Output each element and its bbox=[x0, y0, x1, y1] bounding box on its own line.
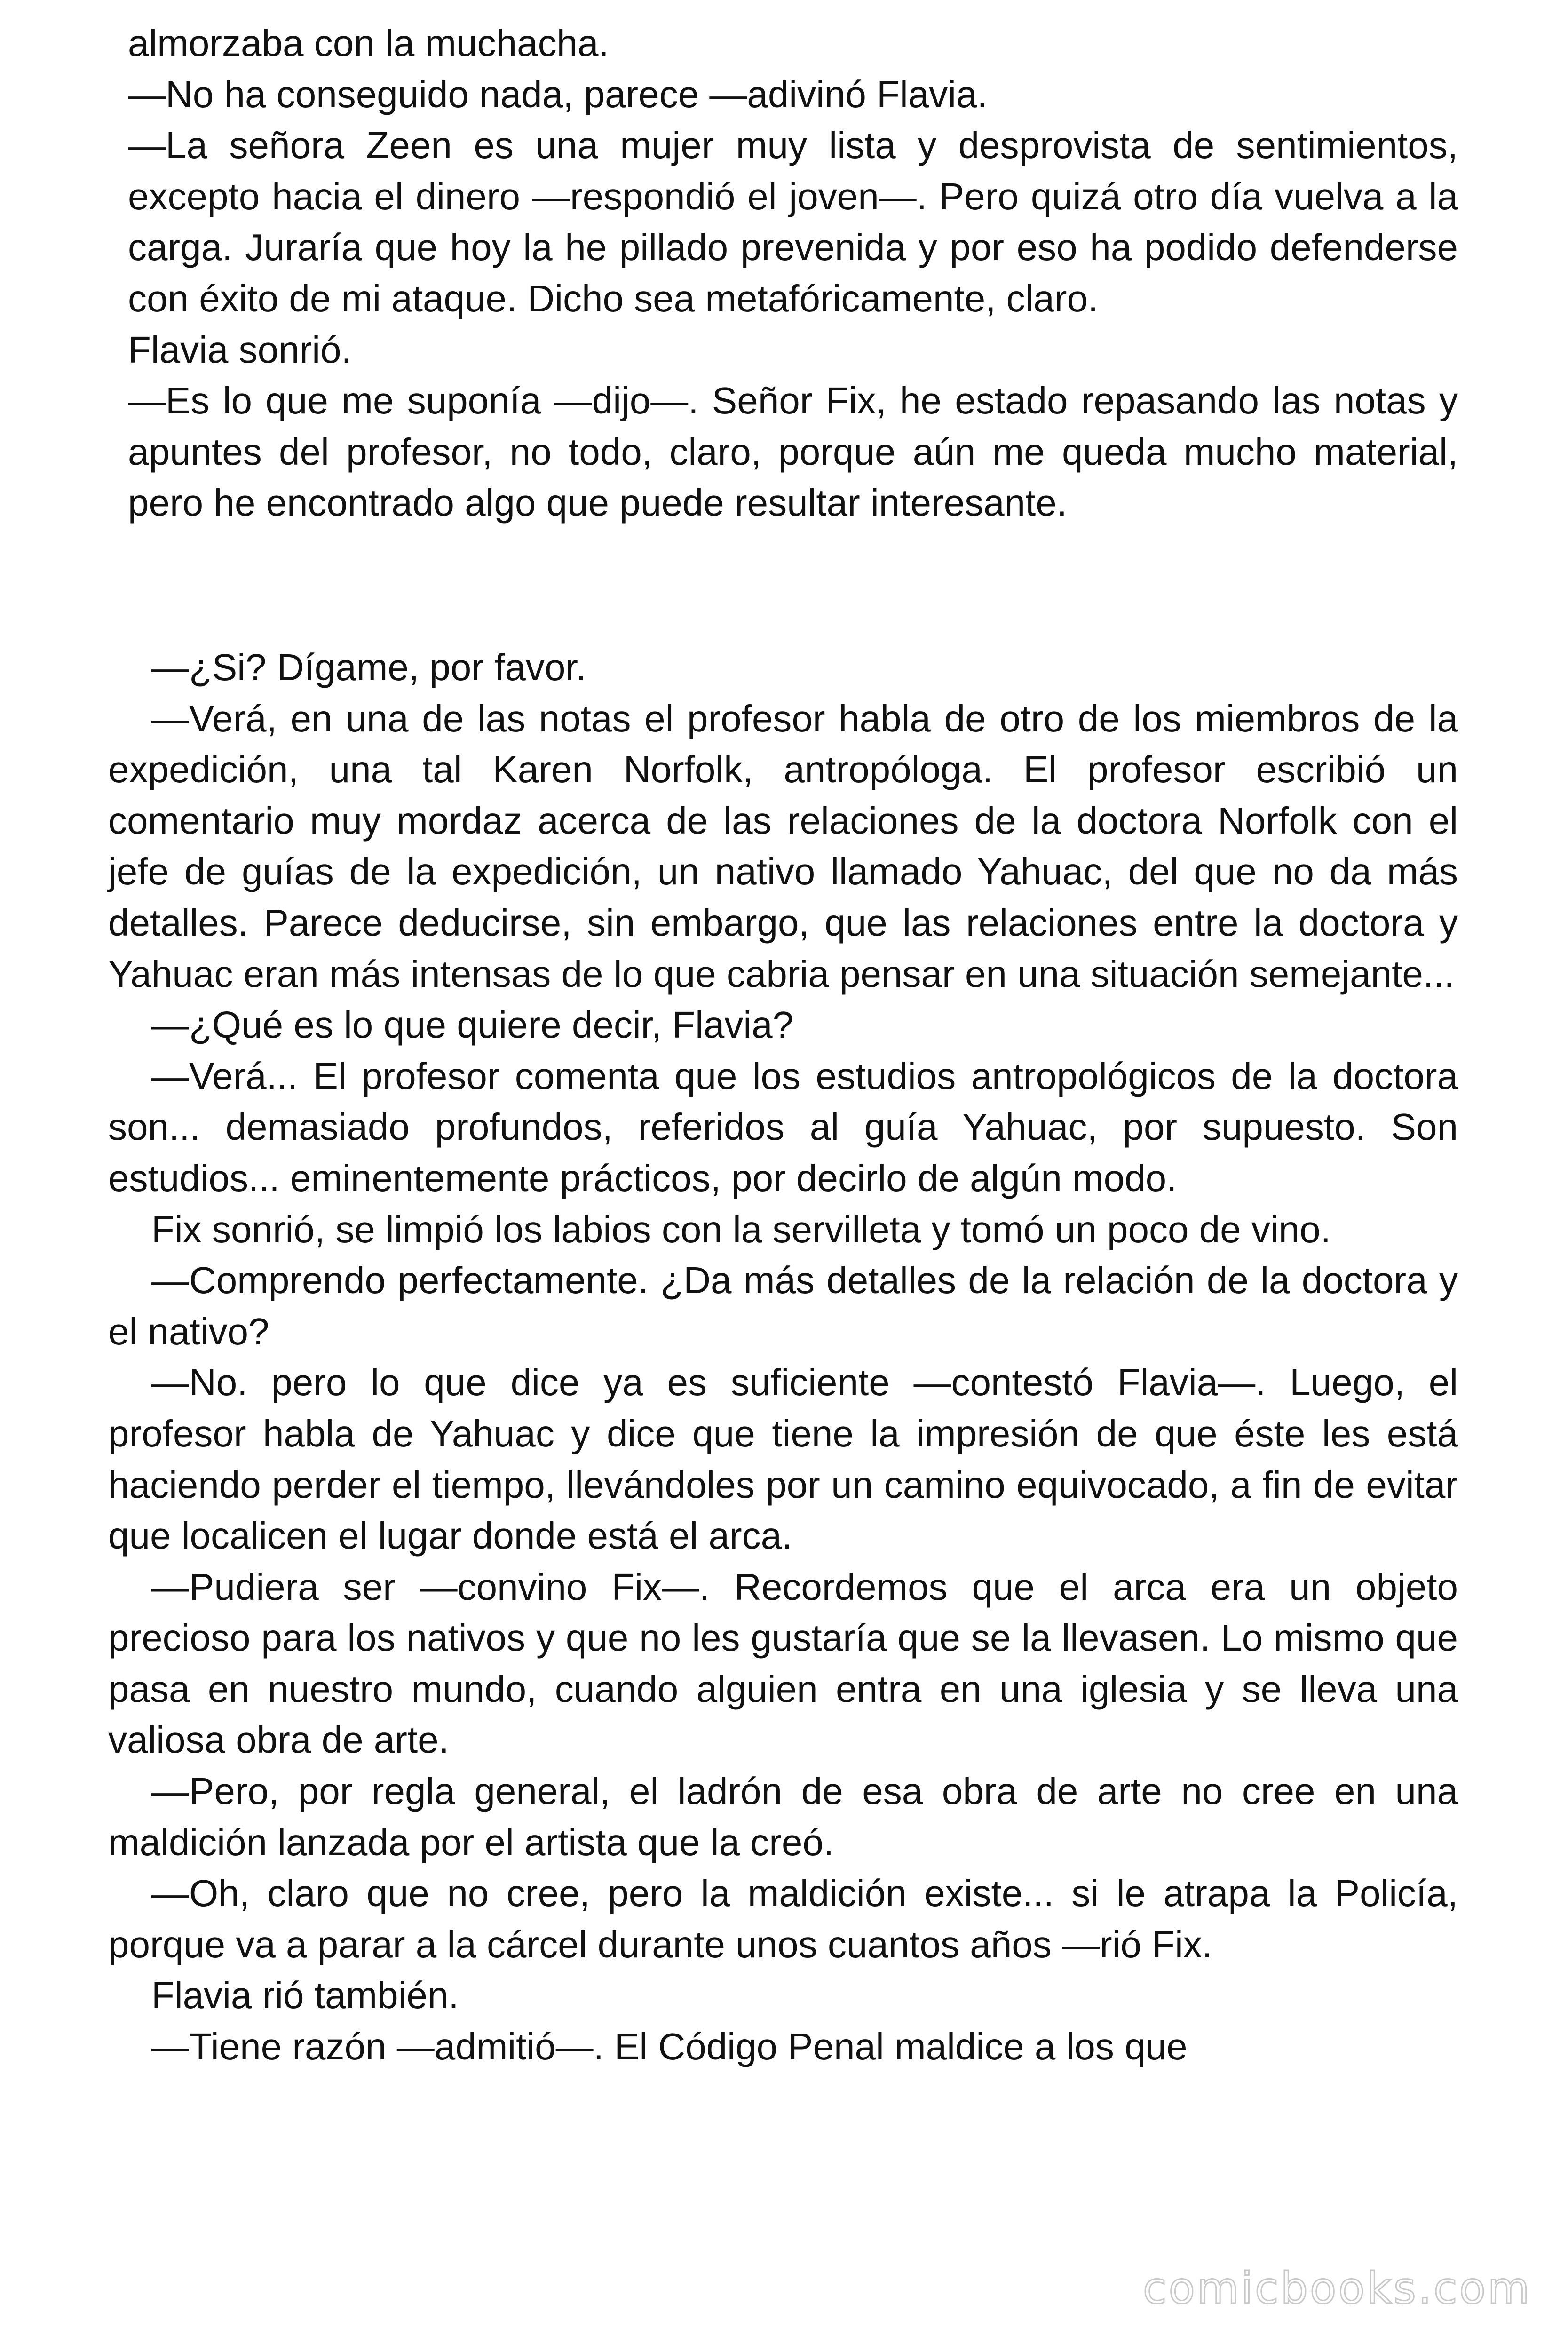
text-block-lower bbox=[108, 642, 1458, 2073]
paragraph: —¿Si? Dígame, por favor. bbox=[151, 646, 586, 688]
paragraph: —Comprendo perfectamente. ¿Da más detalles de la relación de la doctora y el nativo? bbox=[108, 1259, 1458, 1352]
paragraph: —La señora Zeen es una mujer muy lista y desprovista de sentimientos, excepto hacia el dinero —respondió el joven—. Pero quizá otro día vuelva a la carga. Juraría que hoy la he pillado prevenida y por eso ha podido defenderse con éxito de mi ataque. Dicho sea metafóricamente, claro. bbox=[128, 124, 1458, 319]
paragraph: —Tiene razón —admitió—. El Código Penal maldice a los que bbox=[151, 2026, 1188, 2068]
paragraph: —No. pero lo que dice ya es suficiente —contestó Flavia—. Luego, el profesor habla de Yahuac y dice que tiene la impresión de que éste les está haciendo perder el tiempo, llevándoles por un camino equivocado, a fin de evitar que localicen el lugar donde está el arca. bbox=[108, 1361, 1458, 1557]
paragraph: —Verá, en una de las notas el profesor habla de otro de los miembros de la expedición, una tal Karen Norfolk, antropóloga. El profesor escribió un comentario muy mordaz acerca de las relaciones de la doctora Norfolk con el jefe de guías de la expedición, un nativo llamado Yahuac, del que no da más detalles. Parece deducirse, sin embargo, que las relaciones entre la doctora y Yahuac eran más intensas de lo que cabria pensar en una situación semejante... bbox=[108, 697, 1458, 995]
paragraph: Flavia sonrió. bbox=[128, 328, 352, 371]
paragraph: Fix sonrió, se limpió los labios con la servilleta y tomó un poco de vino. bbox=[151, 1208, 1331, 1250]
watermark: comicbooks.com bbox=[1143, 2263, 1532, 2313]
paragraph: —Es lo que me suponía —dijo—. Señor Fix, he estado repasando las notas y apuntes del profesor, no todo, claro, porque aún me queda mucho material, pero he encontrado algo que puede resultar interesante. bbox=[128, 380, 1458, 524]
paragraph: almorzaba con la muchacha. bbox=[128, 22, 609, 64]
paragraph: Flavia rió también. bbox=[151, 1974, 459, 2017]
paragraph: —Oh, claro que no cree, pero la maldición existe... si le atrapa la Policía, porque va a parar a la cárcel durante unos cuantos años —rió Fix. bbox=[108, 1872, 1458, 1965]
paragraph: —No ha conseguido nada, parece —adivinó Flavia. bbox=[128, 73, 988, 115]
text-block-upper bbox=[108, 18, 1458, 529]
paragraph: —Pero, por regla general, el ladrón de esa obra de arte no cree en una maldición lanzada por el artista que la creó. bbox=[108, 1770, 1458, 1863]
paragraph: —Pudiera ser —convino Fix—. Recordemos que el arca era un objeto precioso para los nativos y que no les gustaría que se la llevasen. Lo mismo que pasa en nuestro mundo, cuando alguien entra en una iglesia y se lleva una valiosa obra de arte. bbox=[108, 1565, 1458, 1761]
paragraph: —¿Qué es lo que quiere decir, Flavia? bbox=[151, 1004, 794, 1046]
paragraph: —Verá... El profesor comenta que los estudios antropológicos de la doctora son... demasiado profundos, referidos al guía Yahuac, por supuesto. Son estudios... eminentemente prácticos, por decirlo de algún modo. bbox=[108, 1055, 1458, 1199]
